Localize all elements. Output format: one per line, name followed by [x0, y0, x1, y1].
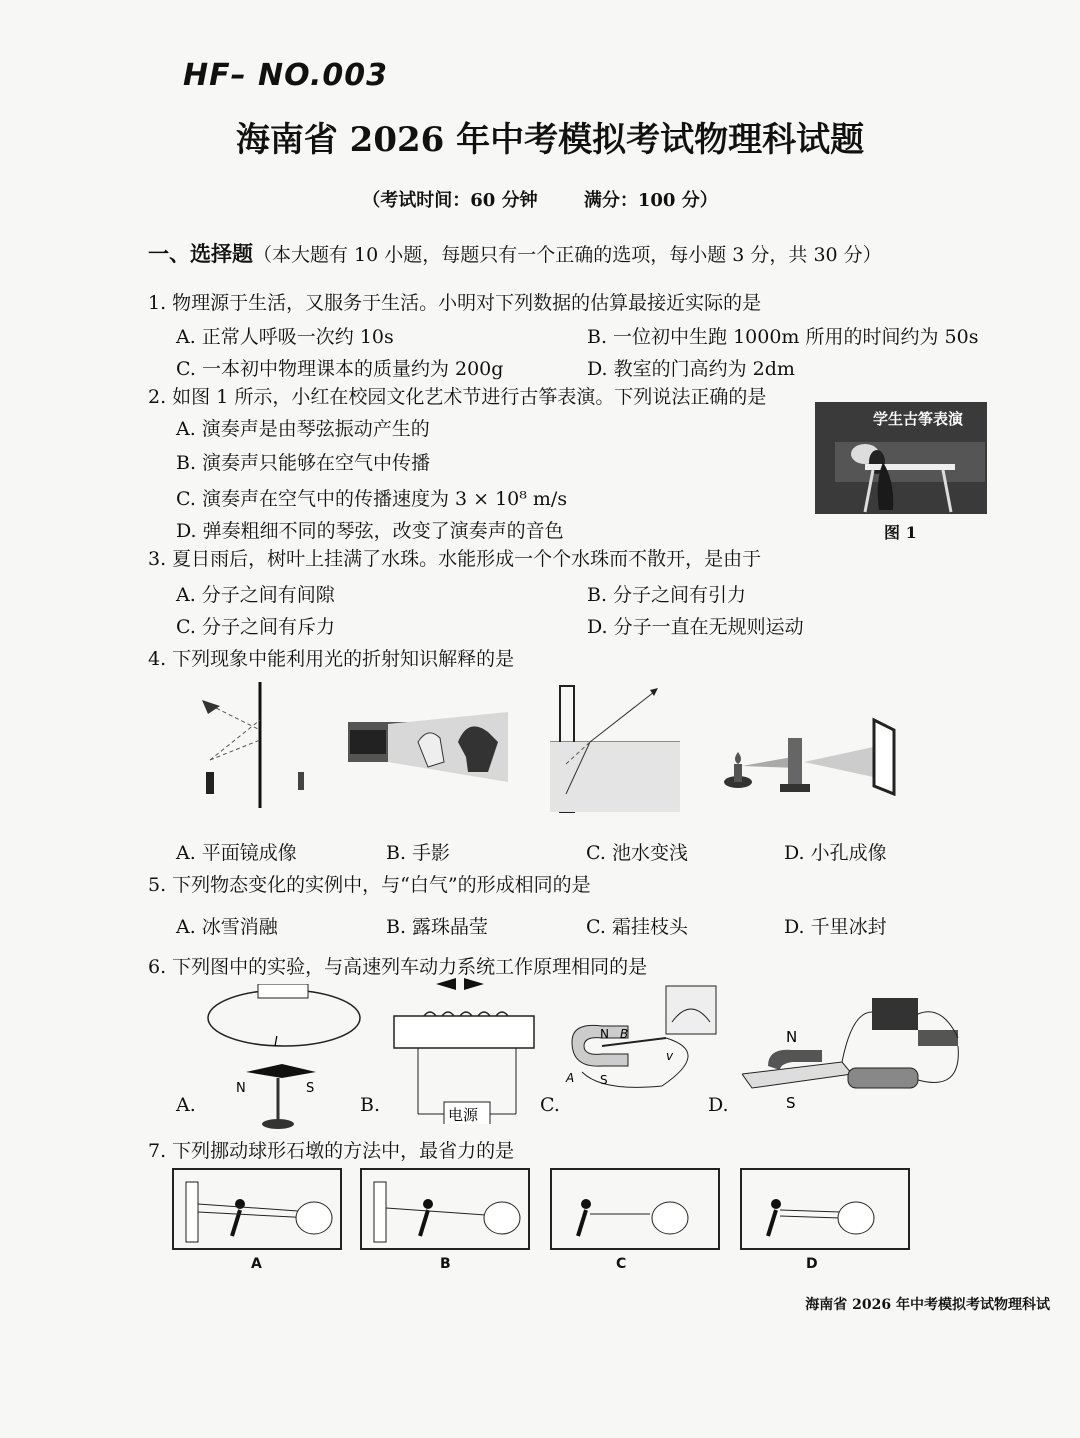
q6c-a-label: A [566, 1071, 575, 1085]
exam-meta [0, 186, 1080, 212]
q4-option-a: A. 平面镜成像 [176, 842, 297, 864]
q7-option-d-diagram [740, 1168, 910, 1250]
q2-option-c: C. 演奏声在空气中的传播速度为 3 × 10⁸ m/s [176, 488, 568, 510]
q3-option-a: A. 分子之间有间隙 [176, 584, 335, 606]
q6c-s-label: S [600, 1073, 608, 1087]
q1-stem: 1. 物理源于生活，又服务于生活。小明对下列数据的估算最接近实际的是 [148, 292, 762, 314]
power-supply-label: 电源 [448, 1106, 479, 1124]
q6a-current-label: I [274, 1035, 278, 1050]
q7-option-c-diagram [550, 1168, 720, 1250]
q7-option-a: A [251, 1256, 262, 1272]
q6-option-b: B. [360, 1094, 381, 1116]
q6c-b-label: B [620, 1027, 629, 1041]
electromagnet-diagram [390, 974, 540, 1124]
plane-mirror-diagram [180, 680, 310, 810]
q4-option-c: C. 池水变浅 [586, 842, 688, 864]
q7-option-b: B [440, 1256, 451, 1272]
guzheng-photo: 学生古筝表演 [815, 402, 987, 514]
q4-option-b: B. 手影 [386, 842, 451, 864]
q6-option-c: C. [540, 1094, 560, 1116]
hand-shadow-diagram [348, 712, 518, 782]
q6a-n-label: N [236, 1081, 246, 1096]
q6-stem: 6. 下列图中的实验，与高速列车动力系统工作原理相同的是 [148, 956, 648, 978]
q6d-n-label: N [786, 1028, 798, 1046]
q1-option-c: C. 一本初中物理课本的质量约为 200g [176, 358, 504, 380]
q2-option-d: D. 弹奏粗细不同的琴弦，改变了演奏声的音色 [176, 520, 564, 542]
performer-illustration [815, 402, 987, 514]
q7-option-d: D [806, 1256, 818, 1272]
q3-option-d: D. 分子一直在无规则运动 [587, 616, 804, 638]
q5-option-b: B. 露珠晶莹 [386, 916, 489, 938]
q1-option-a: A. 正常人呼吸一次约 10s [176, 326, 394, 348]
q7-option-c: C [616, 1256, 627, 1272]
exam-score: 满分：100 分） [583, 190, 718, 211]
section-heading: 一、选择题（本大题有 10 小题，每题只有一个正确的选项，每小题 3 分，共 30 分） [148, 241, 882, 266]
q6-option-d: D. [708, 1094, 729, 1116]
oersted-experiment-diagram [206, 984, 366, 1132]
q5-option-d: D. 千里冰封 [784, 916, 887, 938]
q7-stem: 7. 下列挪动球形石墩的方法中，最省力的是 [148, 1140, 515, 1162]
q6-option-a: A. [176, 1094, 196, 1116]
q6a-s-label: S [306, 1081, 315, 1096]
q1-option-d: D. 教室的门高约为 2dm [587, 358, 795, 380]
q1-option-b: B. 一位初中生跑 1000m 所用的时间约为 50s [587, 326, 979, 348]
q6c-v-label: v [666, 1049, 674, 1063]
page-title: 海南省 2026 年中考模拟考试物理科试题 [235, 120, 865, 160]
pinhole-imaging-diagram [718, 716, 908, 796]
induction-experiment-diagram [562, 982, 722, 1092]
page-footer: 海南省 2026 年中考模拟考试物理科试 [805, 1297, 1050, 1313]
q6d-s-label: S [786, 1094, 796, 1112]
q7-option-b-diagram [360, 1168, 530, 1250]
q6c-n-label: N [600, 1027, 609, 1041]
q4-stem: 4. 下列现象中能利用光的折射知识解释的是 [148, 648, 515, 670]
q2-option-b: B. 演奏声只能够在空气中传播 [176, 452, 431, 474]
q4-option-d: D. 小孔成像 [784, 842, 887, 864]
motor-experiment-diagram [742, 992, 992, 1112]
pool-refraction-diagram [550, 684, 680, 814]
q3-stem: 3. 夏日雨后，树叶上挂满了水珠。水能形成一个个水珠而不散开，是由于 [148, 548, 762, 570]
q7-option-a-diagram [172, 1168, 342, 1250]
q5-option-c: C. 霜挂枝头 [586, 916, 688, 938]
q2-option-a: A. 演奏声是由琴弦振动产生的 [176, 418, 430, 440]
q3-option-c: C. 分子之间有斥力 [176, 616, 335, 638]
exam-time: （考试时间：60 分钟 [362, 190, 538, 211]
figure-1-caption: 图 1 [884, 523, 917, 542]
q5-option-a: A. 冰雪消融 [176, 916, 278, 938]
document-code: HF– NO.003 [183, 58, 389, 93]
q3-option-b: B. 分子之间有引力 [587, 584, 747, 606]
q5-stem: 5. 下列物态变化的实例中，与“白气”的形成相同的是 [148, 874, 591, 896]
q2-stem: 2. 如图 1 所示，小红在校园文化艺术节进行古筝表演。下列说法正确的是 [148, 386, 767, 408]
